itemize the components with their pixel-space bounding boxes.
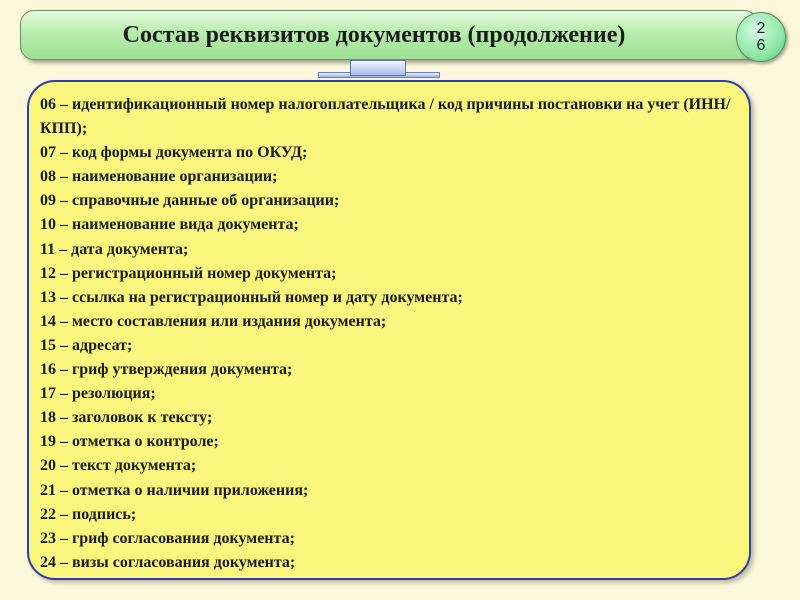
list-item: 23 – гриф согласования документа; xyxy=(40,529,295,547)
page-number-top: 2 xyxy=(756,20,766,37)
page-title: Состав реквизитов документов (продолжение) xyxy=(122,21,626,48)
list-item: 06 – идентификационный номер налогоплательщика / код причины постановки на учет (ИНН/КПП); xyxy=(40,96,731,138)
page-number-bottom: 6 xyxy=(756,37,766,54)
list-item: 09 – справочные данные об организации; xyxy=(40,192,340,210)
list-item: 20 – текст документа; xyxy=(40,457,197,475)
list-item: 16 – гриф утверждения документа; xyxy=(40,361,293,379)
list-item: 18 – заголовок к тексту; xyxy=(40,409,213,427)
list-item: 24 – визы согласования документа; xyxy=(40,553,296,571)
list-item: 10 – наименование вида документа; xyxy=(40,216,299,234)
list-item: 14 – место составления или издания документа; xyxy=(40,312,387,330)
list-item: 08 – наименование организации; xyxy=(40,168,278,186)
requisites-list xyxy=(40,93,740,575)
list-item: 07 – код формы документа по ОКУД; xyxy=(40,144,308,162)
list-item: 12 – регистрационный номер документа; xyxy=(40,264,337,282)
connector-block xyxy=(350,60,406,76)
list-item: 22 – подпись; xyxy=(40,505,137,523)
list-item: 19 – отметка о контроле; xyxy=(40,433,219,451)
list-item: 11 – дата документа; xyxy=(40,240,189,258)
page-number-badge xyxy=(736,12,786,62)
list-item: 21 – отметка о наличии приложения; xyxy=(40,481,309,499)
title-banner xyxy=(20,10,758,60)
list-item: 13 – ссылка на регистрационный номер и дату документа; xyxy=(40,288,463,306)
list-item: 15 – адресат; xyxy=(40,336,133,354)
list-item: 17 – резолюция; xyxy=(40,385,156,403)
